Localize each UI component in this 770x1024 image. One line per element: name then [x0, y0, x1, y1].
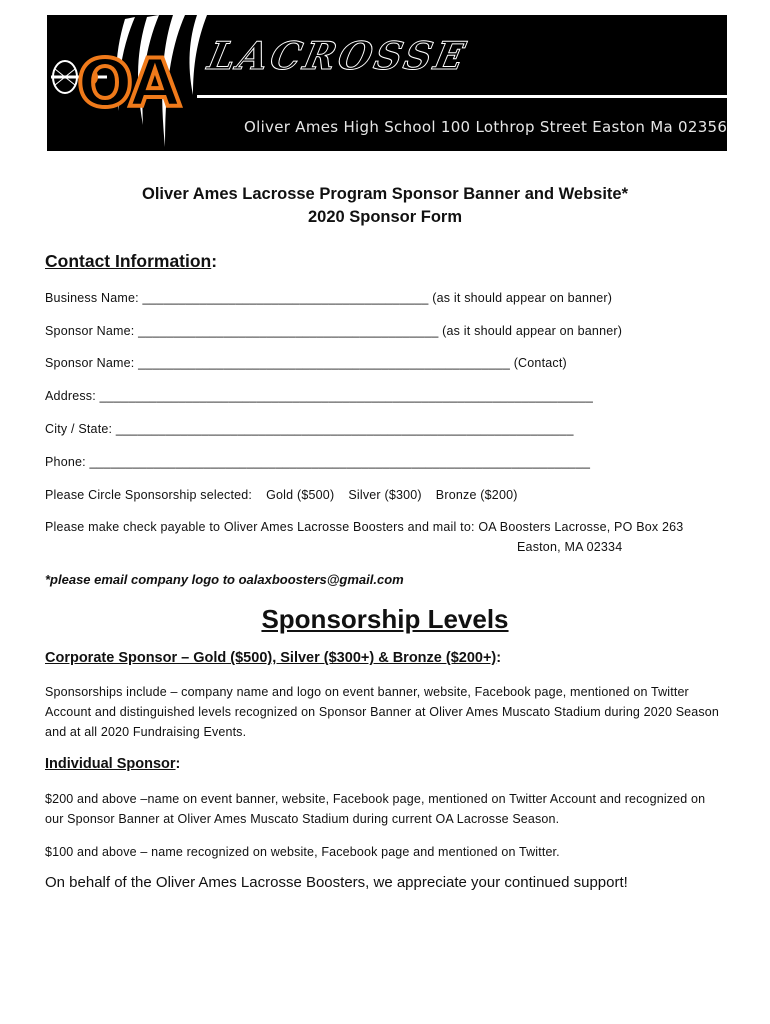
individual-100-description: $100 and above – name recognized on website, Facebook page and mentioned on Twitter. — [45, 845, 560, 859]
city-state-field[interactable]: City / State: ________________________________________________________________ — [45, 422, 574, 436]
corporate-heading — [45, 650, 501, 666]
closing-message: On behalf of the Oliver Ames Lacrosse Boosters, we appreciate your continued support! — [45, 874, 628, 891]
school-address: Oliver Ames High School 100 Lothrop Street Easton Ma 02356 — [244, 118, 727, 136]
contact-heading — [45, 251, 217, 272]
email-note: *please email company logo to oalaxboosters@gmail.com — [45, 572, 404, 587]
sponsorship-levels-heading: Sponsorship Levels — [261, 604, 509, 634]
check-instructions: Please make check payable to Oliver Ames Lacrosse Boosters and mail to: OA Boosters Lacrosse, PO Box 263 — [45, 520, 684, 534]
address-field[interactable]: Address: _____________________________________________________________________ — [45, 389, 594, 403]
individual-heading — [45, 756, 180, 772]
level-silver[interactable]: Silver ($300) — [348, 488, 422, 502]
header-banner — [47, 15, 727, 151]
logo-wordmark: LACROSSE — [204, 33, 472, 78]
level-gold[interactable]: Gold ($500) — [266, 488, 335, 502]
individual-200-description: $200 and above –name on event banner, website, Facebook page, mentioned on Twitter Account and recognized on our Sponsor Banner at Oliver Ames Muscato Stadium during current OA Lacrosse Season. — [45, 792, 706, 826]
contact-heading-text: Contact Information — [45, 251, 212, 271]
individual-heading-text: Individual Sponsor — [45, 756, 176, 772]
business-name-field[interactable]: Business Name: ________________________________________ (as it should appear on banner) — [45, 291, 613, 305]
check-city: Easton, MA 02334 — [517, 540, 623, 554]
contact-heading-colon: : — [211, 251, 218, 271]
corporate-heading-text: Corporate Sponsor – Gold ($500), Silver ($300+) & Bronze ($200+) — [45, 650, 497, 666]
corporate-heading-colon: : — [496, 650, 502, 666]
sponsorship-selection — [45, 488, 518, 502]
phone-field[interactable]: Phone: ______________________________________________________________________ — [45, 455, 591, 469]
circle-label: Please Circle Sponsorship selected: — [45, 488, 253, 502]
logo-initials: OA — [77, 45, 179, 122]
contact-name-field[interactable]: Sponsor Name: ____________________________________________________ (Contact) — [45, 356, 567, 370]
corporate-description: Sponsorships include – company name and logo on event banner, website, Facebook page, mentioned on Twitter Account and distinguished levels recognized on Sponsor Banner at Oliver Ames Muscato Stadium during 2020 Season and at all 2020 Fundraising Events. — [45, 685, 719, 739]
form-subtitle: 2020 Sponsor Form — [307, 208, 463, 226]
sponsor-name-field[interactable]: Sponsor Name: __________________________________________ (as it should appear on banner) — [45, 324, 623, 338]
level-bronze[interactable]: Bronze ($200) — [435, 488, 518, 502]
individual-heading-colon: : — [175, 756, 181, 772]
form-title: Oliver Ames Lacrosse Program Sponsor Banner and Website* — [142, 185, 628, 203]
